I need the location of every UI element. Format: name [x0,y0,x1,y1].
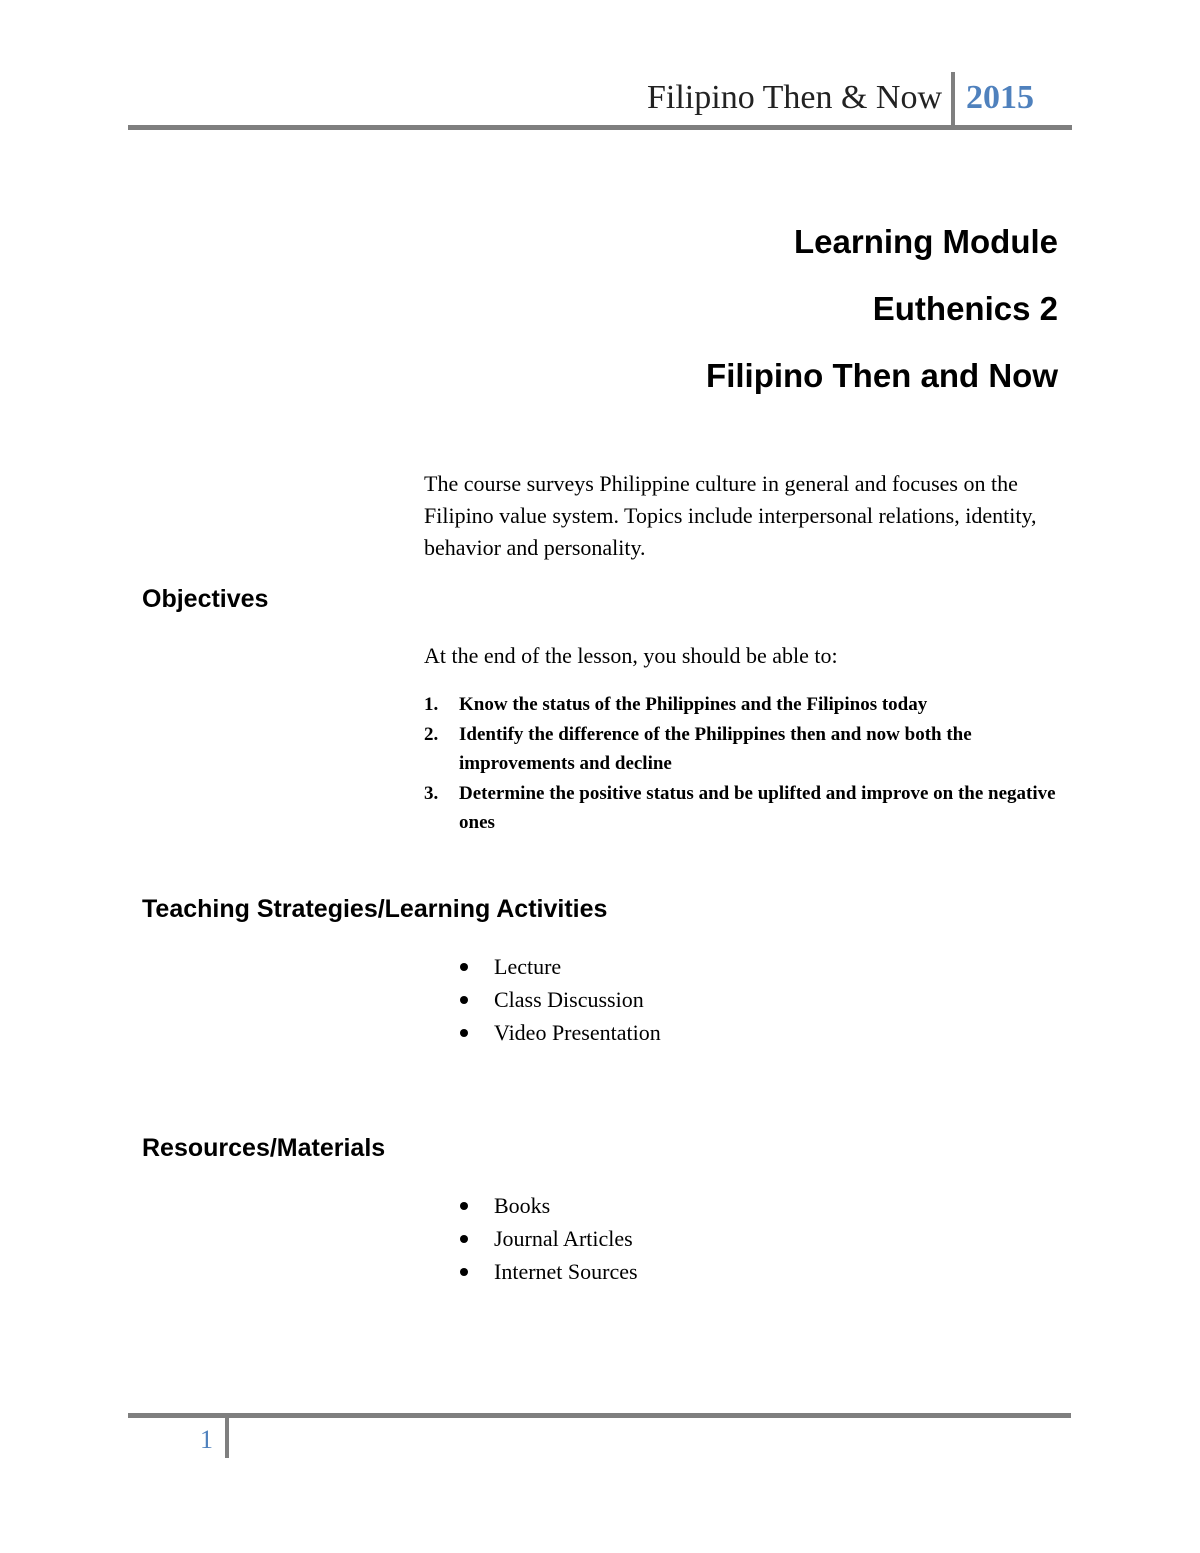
header-year: 2015 [966,79,1034,116]
header-rule [128,125,1072,130]
bullet-icon [460,996,468,1004]
title-learning-module: Learning Module [794,223,1058,260]
list-item-text: Books [494,1193,551,1218]
objective-item [424,720,1074,779]
list-item-text: Lecture [494,954,562,979]
page-number: 1 [200,1425,213,1454]
header-title: Filipino Then & Now [647,79,942,116]
objectives-list [424,690,1074,838]
objective-text: Determine the positive status and be uplifted and improve on the negative ones [459,782,1056,833]
objective-number: 2. [424,723,439,745]
bullet-icon [460,1202,468,1210]
header-separator [951,72,955,128]
objective-item [424,690,1074,720]
bullet-icon [460,963,468,971]
objectives-heading: Objectives [142,585,269,613]
list-item [460,983,661,1016]
bullet-icon [460,1235,468,1243]
course-description: The course surveys Philippine culture in general and focuses on the Filipino value system. Topics include interpersonal relations, identity, behavior and personality. [424,471,1037,560]
list-item-text: Video Presentation [494,1020,661,1045]
list-item [460,1016,661,1049]
objective-item [424,779,1074,838]
list-item [460,1222,638,1255]
objective-number: 3. [424,782,439,804]
objective-number: 1. [424,694,439,715]
bullet-icon [460,1268,468,1276]
list-item [460,950,661,983]
list-item-text: Internet Sources [494,1259,638,1284]
footer-rule [128,1413,1071,1418]
list-item-text: Class Discussion [494,987,644,1012]
objectives-intro: At the end of the lesson, you should be able to: [424,643,838,668]
objective-text: Identify the difference of the Philippines then and now both the improvements and decline [459,723,972,774]
title-course-code: Euthenics 2 [872,290,1058,327]
resources-list [460,1189,638,1288]
list-item [460,1189,638,1222]
list-item [460,1255,638,1288]
title-course-name: Filipino Then and Now [706,357,1058,394]
resources-heading: Resources/Materials [142,1134,386,1162]
bullet-icon [460,1029,468,1037]
teaching-heading: Teaching Strategies/Learning Activities [142,895,608,923]
footer-separator [225,1413,229,1458]
list-item-text: Journal Articles [494,1226,633,1251]
objective-text: Know the status of the Philippines and the Filipinos today [459,694,928,715]
teaching-list [460,950,661,1049]
